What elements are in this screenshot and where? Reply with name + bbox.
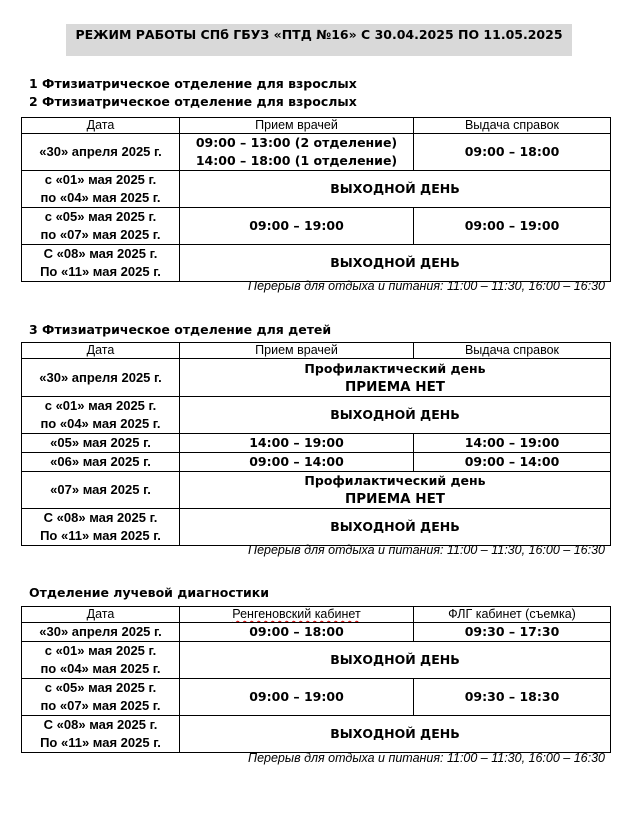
date-cell: с «05» мая 2025 г. по «07» мая 2025 г. — [22, 679, 180, 716]
date-cell: «06» мая 2025 г. — [22, 453, 180, 472]
table-row — [22, 434, 611, 453]
section-2-heading: 3 Фтизиатрическое отделение для детей — [29, 322, 332, 337]
doctors-cell: 09:00 – 19:00 — [180, 208, 414, 245]
table-row — [22, 397, 611, 434]
date-cell: «05» мая 2025 г. — [22, 434, 180, 453]
table-row — [22, 623, 611, 642]
table-row — [22, 208, 611, 245]
flg-cell: 09:30 – 18:30 — [414, 679, 611, 716]
column-header-date: Дата — [22, 607, 180, 623]
certificates-cell: 14:00 – 19:00 — [414, 434, 611, 453]
date-cell: с «01» мая 2025 г. по «04» мая 2025 г. — [22, 171, 180, 208]
column-header-date: Дата — [22, 343, 180, 359]
column-header-certificates: Выдача справок — [414, 343, 611, 359]
date-cell: «30» апреля 2025 г. — [22, 134, 180, 171]
certificates-cell: 09:00 – 18:00 — [414, 134, 611, 171]
date-cell: «30» апреля 2025 г. — [22, 623, 180, 642]
column-header-date: Дата — [22, 118, 180, 134]
date-cell: «30» апреля 2025 г. — [22, 359, 180, 397]
day-off-cell: ВЫХОДНОЙ ДЕНЬ — [180, 509, 611, 546]
adult-schedule-table — [21, 117, 611, 282]
column-header-flg: ФЛГ кабинет (съемка) — [414, 607, 611, 623]
break-note: Перерыв для отдыха и питания: 11:00 – 11:30, 16:00 – 16:30 — [248, 751, 605, 765]
column-header-xray: Ренгеновский кабинет — [180, 607, 414, 623]
prophylactic-day-cell: Профилактический день ПРИЕМА НЕТ — [180, 359, 611, 397]
certificates-cell: 09:00 – 19:00 — [414, 208, 611, 245]
section-1-heading-2: 2 Фтизиатрическое отделение для взрослых — [29, 94, 357, 109]
table-row — [22, 642, 611, 679]
certificates-cell: 09:00 – 14:00 — [414, 453, 611, 472]
date-cell: С «08» мая 2025 г. По «11» мая 2025 г. — [22, 245, 180, 282]
date-cell: с «01» мая 2025 г. по «04» мая 2025 г. — [22, 642, 180, 679]
date-cell: «07» мая 2025 г. — [22, 472, 180, 509]
date-cell: С «08» мая 2025 г. По «11» мая 2025 г. — [22, 716, 180, 753]
table-row — [22, 509, 611, 546]
children-schedule-table — [21, 342, 611, 546]
date-cell: с «05» мая 2025 г. по «07» мая 2025 г. — [22, 208, 180, 245]
prophylactic-day-cell: Профилактический день ПРИЕМА НЕТ — [180, 472, 611, 509]
section-1-heading-1: 1 Фтизиатрическое отделение для взрослых — [29, 76, 357, 91]
day-off-cell: ВЫХОДНОЙ ДЕНЬ — [180, 642, 611, 679]
table-header-row — [22, 343, 611, 359]
date-cell: С «08» мая 2025 г. По «11» мая 2025 г. — [22, 509, 180, 546]
doctors-cell: 09:00 – 13:00 (2 отделение) 14:00 – 18:00 (1 отделение) — [180, 134, 414, 171]
flg-cell: 09:30 – 17:30 — [414, 623, 611, 642]
table-header-row — [22, 118, 611, 134]
doctors-cell: 09:00 – 14:00 — [180, 453, 414, 472]
day-off-cell: ВЫХОДНОЙ ДЕНЬ — [180, 171, 611, 208]
break-note: Перерыв для отдыха и питания: 11:00 – 11:30, 16:00 – 16:30 — [248, 279, 605, 293]
table-row — [22, 679, 611, 716]
radiology-schedule-table — [21, 606, 611, 753]
table-row — [22, 245, 611, 282]
table-row — [22, 453, 611, 472]
date-cell: с «01» мая 2025 г. по «04» мая 2025 г. — [22, 397, 180, 434]
day-off-cell: ВЫХОДНОЙ ДЕНЬ — [180, 245, 611, 282]
break-note: Перерыв для отдыха и питания: 11:00 – 11:30, 16:00 – 16:30 — [248, 543, 605, 557]
xray-cell: 09:00 – 18:00 — [180, 623, 414, 642]
table-row — [22, 134, 611, 171]
table-row — [22, 171, 611, 208]
table-row — [22, 359, 611, 397]
table-row — [22, 716, 611, 753]
column-header-doctors: Прием врачей — [180, 343, 414, 359]
column-header-certificates: Выдача справок — [414, 118, 611, 134]
page-title: РЕЖИМ РАБОТЫ СПб ГБУЗ «ПТД №16» С 30.04.2025 ПО 11.05.2025 — [66, 24, 572, 56]
day-off-cell: ВЫХОДНОЙ ДЕНЬ — [180, 716, 611, 753]
section-3-heading: Отделение лучевой диагностики — [29, 585, 269, 600]
table-header-row — [22, 607, 611, 623]
doctors-cell: 14:00 – 19:00 — [180, 434, 414, 453]
xray-cell: 09:00 – 19:00 — [180, 679, 414, 716]
column-header-doctors: Прием врачей — [180, 118, 414, 134]
table-row — [22, 472, 611, 509]
day-off-cell: ВЫХОДНОЙ ДЕНЬ — [180, 397, 611, 434]
